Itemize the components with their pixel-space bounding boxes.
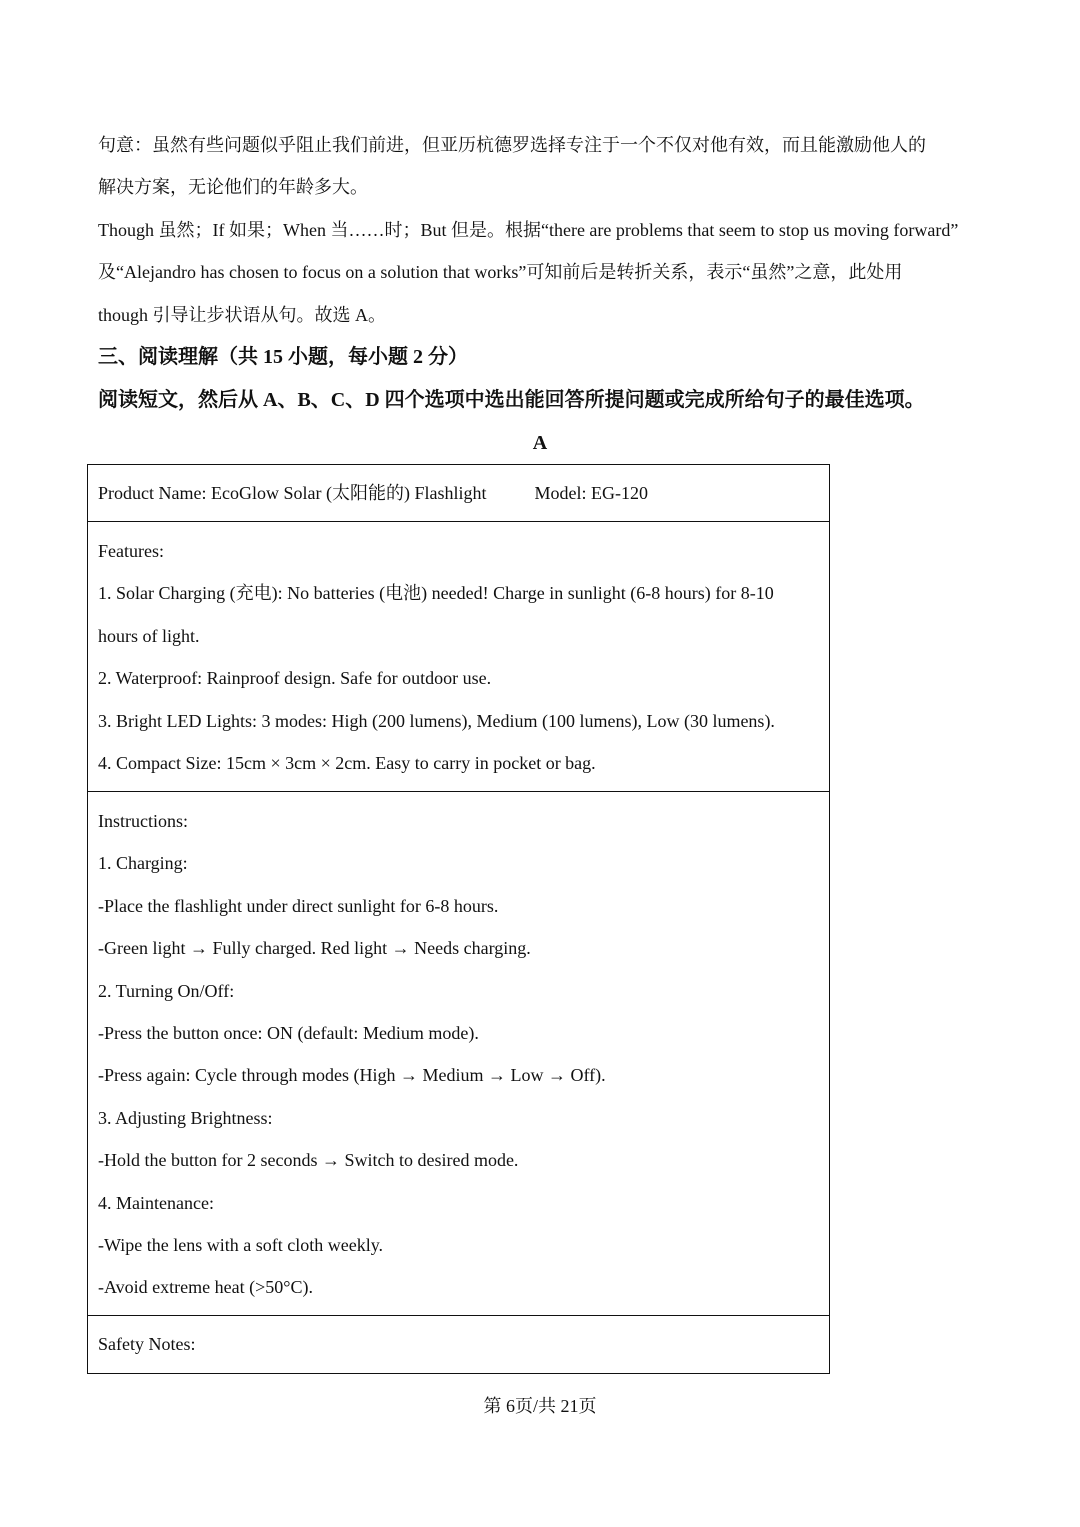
instructions-heading: Instructions: — [98, 811, 188, 831]
product-header-row — [98, 465, 819, 522]
instruction-line: -Avoid extreme heat (>50°C). — [98, 1277, 313, 1298]
safety-cell — [88, 1316, 829, 1373]
product-table — [87, 464, 830, 1374]
explanation-line-1: 句意：虽然有些问题似乎阻止我们前进，但亚历杭德罗选择专注于一个不仅对他有效，而且能激励他人的 — [98, 135, 926, 155]
instruction-line: -Press again: Cycle through modes (High → Medium → Low → Off). — [98, 1065, 606, 1086]
section-title: 三、阅读理解（共 15 小题，每小题 2 分） — [98, 346, 468, 368]
instruction-line: -Green light → Fully charged. Red light → Needs charging. — [98, 938, 531, 959]
explanation-line-5: though 引导让步状语从句。故选 A。 — [98, 305, 386, 325]
feature-line: hours of light. — [98, 625, 200, 646]
instruction-line: 3. Adjusting Brightness: — [98, 1107, 273, 1128]
features-cell — [88, 522, 829, 792]
product-header-cell — [88, 465, 829, 522]
product-model: Model: EG-120 — [534, 483, 648, 503]
passage-label: A — [532, 432, 548, 454]
instruction-line: -Press the button once: ON (default: Medium mode). — [98, 1023, 479, 1044]
feature-line: 3. Bright LED Lights: 3 modes: High (200 lumens), Medium (100 lumens), Low (30 lumens). — [98, 710, 775, 731]
features-heading: Features: — [98, 541, 164, 561]
instructions-cell — [88, 792, 829, 1316]
product-name: Product Name: EcoGlow Solar (太阳能的) Flashlight — [98, 483, 487, 503]
feature-line: 4. Compact Size: 15cm × 3cm × 2cm. Easy to carry in pocket or bag. — [98, 753, 596, 774]
instruction-line: 4. Maintenance: — [98, 1192, 214, 1213]
instruction-line: -Wipe the lens with a soft cloth weekly. — [98, 1235, 384, 1256]
page-number: 第 6页/共 21页 — [483, 1396, 597, 1416]
section-instruction: 阅读短文，然后从 A、B、C、D 四个选项中选出能回答所提问题或完成所给句子的最佳选项。 — [98, 389, 925, 411]
feature-line: 1. Solar Charging (充电): No batteries (电池) needed! Charge in sunlight (6-8 hours) for 8-10 — [98, 583, 774, 604]
instruction-line: 2. Turning On/Off: — [98, 980, 235, 1001]
safety-heading: Safety Notes: — [98, 1334, 196, 1354]
explanation-line-4: 及“Alejandro has chosen to focus on a solution that works”可知前后是转折关系，表示“虽然”之意，此处用 — [98, 262, 903, 282]
instruction-line: -Hold the button for 2 seconds → Switch to desired mode. — [98, 1150, 519, 1171]
explanation-line-3: Though 虽然；If 如果；When 当……时；But 但是。根据“there are problems that seem to stop us moving forward” — [98, 220, 959, 240]
instruction-line: 1. Charging: — [98, 853, 188, 874]
explanation-line-2: 解决方案，无论他们的年龄多大。 — [98, 177, 368, 197]
instruction-line: -Place the flashlight under direct sunlight for 6-8 hours. — [98, 895, 499, 916]
feature-line: 2. Waterproof: Rainproof design. Safe for outdoor use. — [98, 668, 492, 689]
